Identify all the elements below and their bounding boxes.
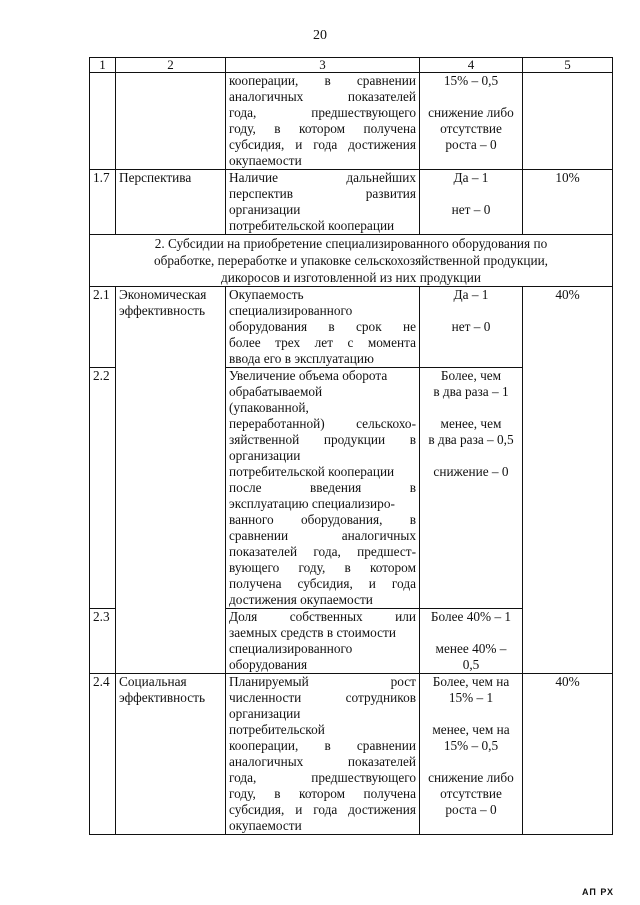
criterion-description: кооперации, в сравнении аналогичных показателей года, предшествующего году, в котором получена субсидия, и года достижения окупаемости: [226, 73, 420, 170]
criterion-name: Социальная эффективность: [116, 674, 226, 835]
table-row: [90, 170, 613, 235]
criterion-description: Планируемый рост численности сотрудников организации потребительской кооперации, в сравнении аналогичных показателей года, предшествующего году, в котором получена субсидия, и года достижения окупаемости: [226, 674, 420, 835]
criterion-description: Окупаемость специализированного оборудования в срок не более трех лет с момента ввода его в эксплуатацию: [226, 287, 420, 368]
criterion-description: Доля собственных или заемных средств в стоимости специализированного оборудования: [226, 609, 420, 674]
weight: 40%: [523, 674, 613, 835]
weight: 10%: [523, 170, 613, 235]
row-number: 2.2: [90, 368, 116, 609]
score-values: Да – 1 нет – 0: [420, 287, 523, 368]
criterion-name: Перспектива: [116, 170, 226, 235]
header-col-2: 2: [116, 58, 226, 73]
row-number: [90, 73, 116, 170]
criterion-description: Наличие дальнейших перспектив развития организации потребительской кооперации: [226, 170, 420, 235]
header-col-4: 4: [420, 58, 523, 73]
criteria-table: [89, 57, 613, 835]
header-col-5: 5: [523, 58, 613, 73]
row-number: 2.1: [90, 287, 116, 368]
table-header-row: [90, 58, 613, 73]
page-number: 20: [313, 28, 327, 43]
criterion-name: [116, 73, 226, 170]
table-row: [90, 674, 613, 835]
weight: [523, 73, 613, 170]
score-values: Более 40% – 1 менее 40% – 0,5: [420, 609, 523, 674]
weight: 40%: [523, 287, 613, 674]
score-values: Более, чем в два раза – 1 менее, чем в два раза – 0,5 снижение – 0: [420, 368, 523, 609]
section-heading: 2. Субсидии на приобретение специализированного оборудования по обработке, переработке и упаковке сельскохозяйственной продукции, дикоросов и изготовленной из них продукции: [90, 235, 613, 287]
criterion-name: Экономическая эффективность: [116, 287, 226, 674]
header-col-3: 3: [226, 58, 420, 73]
table-row: [90, 73, 613, 170]
score-values: 15% – 0,5 снижение либо отсутствие роста – 0: [420, 73, 523, 170]
footer-code: АП РХ: [581, 887, 614, 897]
row-number: 2.4: [90, 674, 116, 835]
row-number: 2.3: [90, 609, 116, 674]
criterion-description: Увеличение объема оборота обрабатываемой (упакованной, переработанной) сельскохо- зяйственной продукции в организации потребительской кооперации после введения в эксплуатацию специализиро- ванного оборудования, в сравнении аналогичных показателей года, предшест- вующего году, в котором получена субсидия, и года достижения окупаемости: [226, 368, 420, 609]
score-values: Более, чем на 15% – 1 менее, чем на 15% – 0,5 снижение либо отсутствие роста – 0: [420, 674, 523, 835]
section-heading-row: [90, 235, 613, 287]
table-row: [90, 287, 613, 368]
header-col-1: 1: [90, 58, 116, 73]
score-values: Да – 1 нет – 0: [420, 170, 523, 235]
row-number: 1.7: [90, 170, 116, 235]
